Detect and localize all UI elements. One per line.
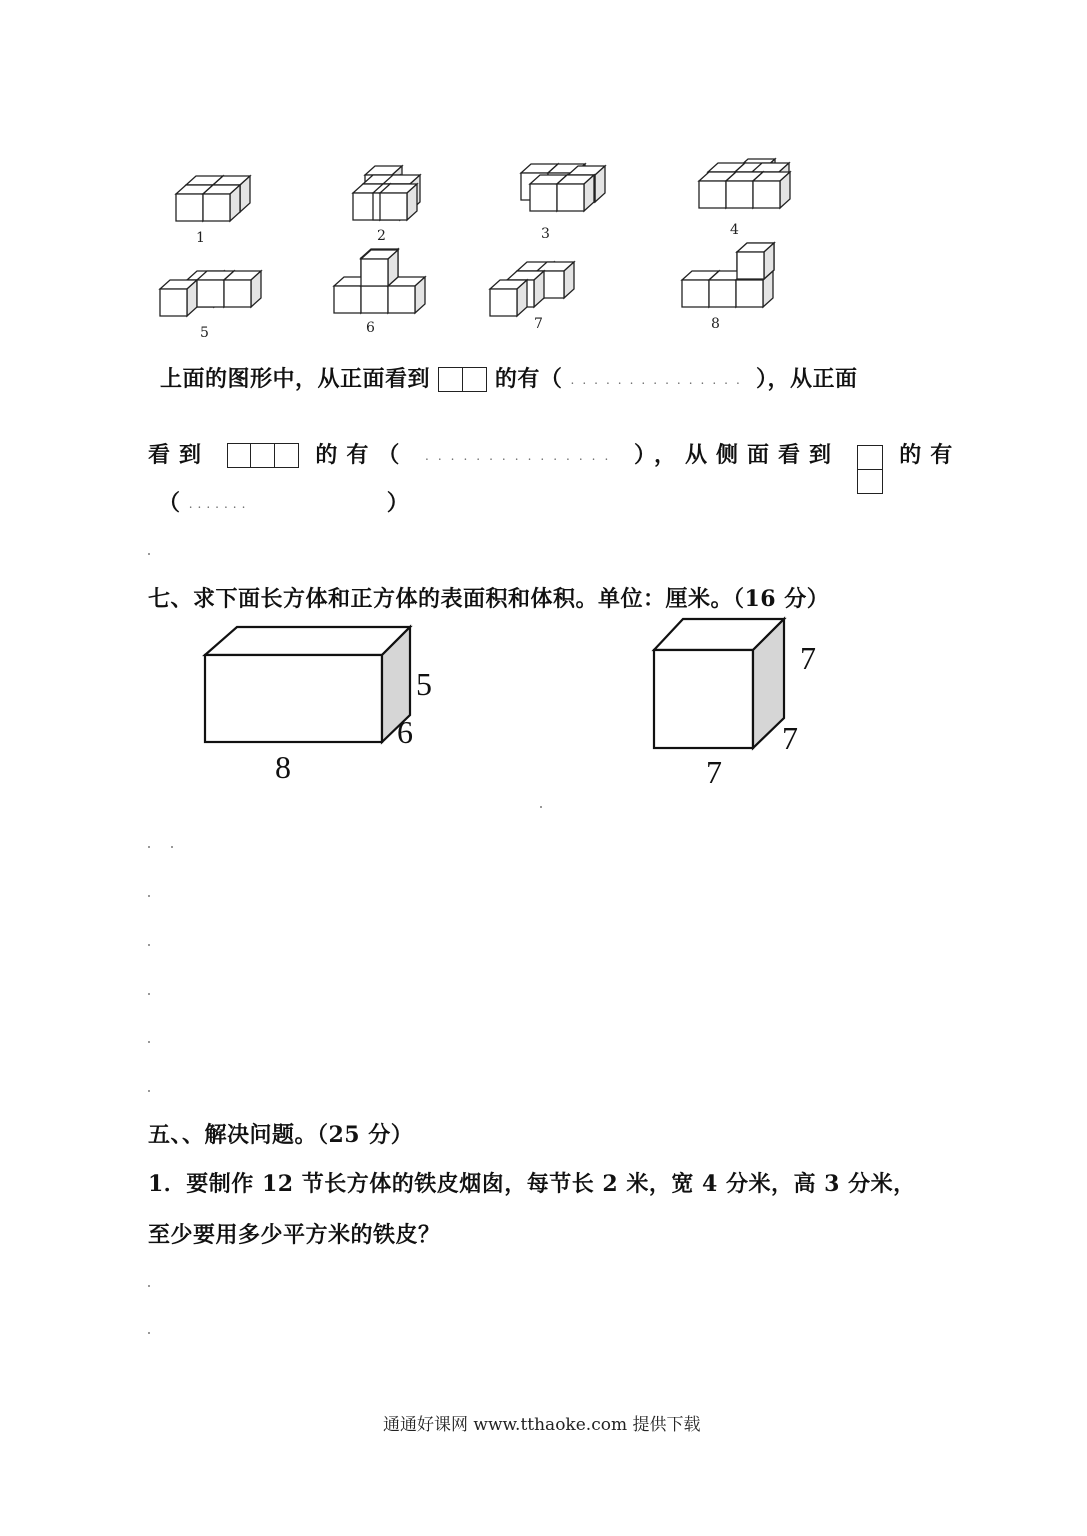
figure-8-unit-cube	[737, 243, 774, 279]
scan-speck	[171, 846, 173, 848]
cube-figure	[645, 612, 805, 762]
section7-title: 七、求下面长方体和正方体的表面积和体积。单位：厘米。（16 分）	[148, 586, 830, 612]
figure-5-unit-cube	[224, 271, 261, 307]
cube-length-label: 7	[706, 754, 722, 790]
vertical-two-square-side-view-icon	[857, 445, 883, 494]
two-square-front-view-icon	[438, 367, 487, 398]
cuboid-front-face	[205, 655, 382, 742]
scan-speck	[148, 1285, 150, 1287]
q6-line2-mid: 的有（	[315, 442, 409, 468]
cuboid-length-label: 8	[275, 749, 291, 785]
figure-3-unit-cube	[557, 175, 594, 211]
figure-label-1: 1	[196, 230, 205, 246]
cube-front-face	[654, 650, 753, 748]
scan-speck	[148, 944, 150, 946]
q6-line-1	[160, 362, 857, 398]
figure-label-6: 6	[366, 320, 375, 336]
q6-line1-mid: 的有（	[494, 366, 563, 392]
answer-blank-3[interactable]: .......	[188, 497, 251, 511]
figure-label-8: 8	[711, 316, 720, 332]
figure-5-unit-cube	[160, 280, 197, 316]
figure-label-5: 5	[200, 325, 209, 341]
q6-line1-suffix: ），从正面	[755, 366, 858, 392]
scan-speck	[148, 1041, 150, 1043]
scan-speck	[148, 1090, 150, 1092]
scan-speck	[148, 1332, 150, 1334]
section5-q1-line1: 1．要制作 12 节长方体的铁皮烟囱，每节长 2 米，宽 4 分米，高 3 分米，	[148, 1171, 916, 1197]
q6-line-3	[158, 486, 409, 517]
cuboid-top-face	[205, 627, 410, 655]
q6-line2-prefix: 看到	[148, 442, 211, 468]
section5-title: 五、、解决问题。（25 分）	[148, 1122, 414, 1148]
scan-speck	[540, 806, 542, 808]
cube-depth-label: 7	[782, 720, 798, 756]
figure-label-2: 2	[377, 228, 386, 244]
figure-6-unit-cube	[388, 277, 425, 313]
cube-figures	[0, 0, 1087, 360]
scan-speck	[148, 846, 150, 848]
figure-7-unit-cube	[490, 280, 527, 316]
three-square-front-view-icon	[227, 443, 299, 474]
scan-speck	[148, 895, 150, 897]
q6-line3-close: ）	[386, 490, 410, 516]
cube-height-label: 7	[800, 640, 816, 676]
scan-speck	[148, 993, 150, 995]
figure-label-4: 4	[730, 222, 739, 238]
scan-speck	[148, 553, 150, 555]
cube-figure-group	[160, 159, 790, 316]
figure-1-unit-cube	[203, 185, 240, 221]
figure-label-7: 7	[534, 316, 543, 332]
figure-6-unit-cube	[361, 250, 398, 286]
cuboid-width-label: 6	[397, 714, 413, 750]
answer-blank-2[interactable]: ...............	[425, 449, 618, 463]
section5-q1-line2: 至少要用多少平方米的铁皮？	[148, 1222, 441, 1248]
figure-4-unit-cube	[753, 172, 790, 208]
cuboid-height-label: 5	[416, 666, 432, 702]
q6-line3-open: （	[158, 490, 181, 516]
answer-blank-1[interactable]: ...............	[570, 373, 748, 387]
figure-2-unit-cube	[380, 184, 417, 220]
footer-credit: 通通好课网 www.tthaoke.com 提供下载	[383, 1415, 701, 1435]
q6-line2-close: ），从侧面看到	[633, 442, 840, 468]
q6-line2-suffix: 的有	[899, 442, 962, 468]
q6-line1-prefix: 上面的图形中，从正面看到	[160, 366, 431, 392]
figure-label-3: 3	[541, 226, 550, 242]
